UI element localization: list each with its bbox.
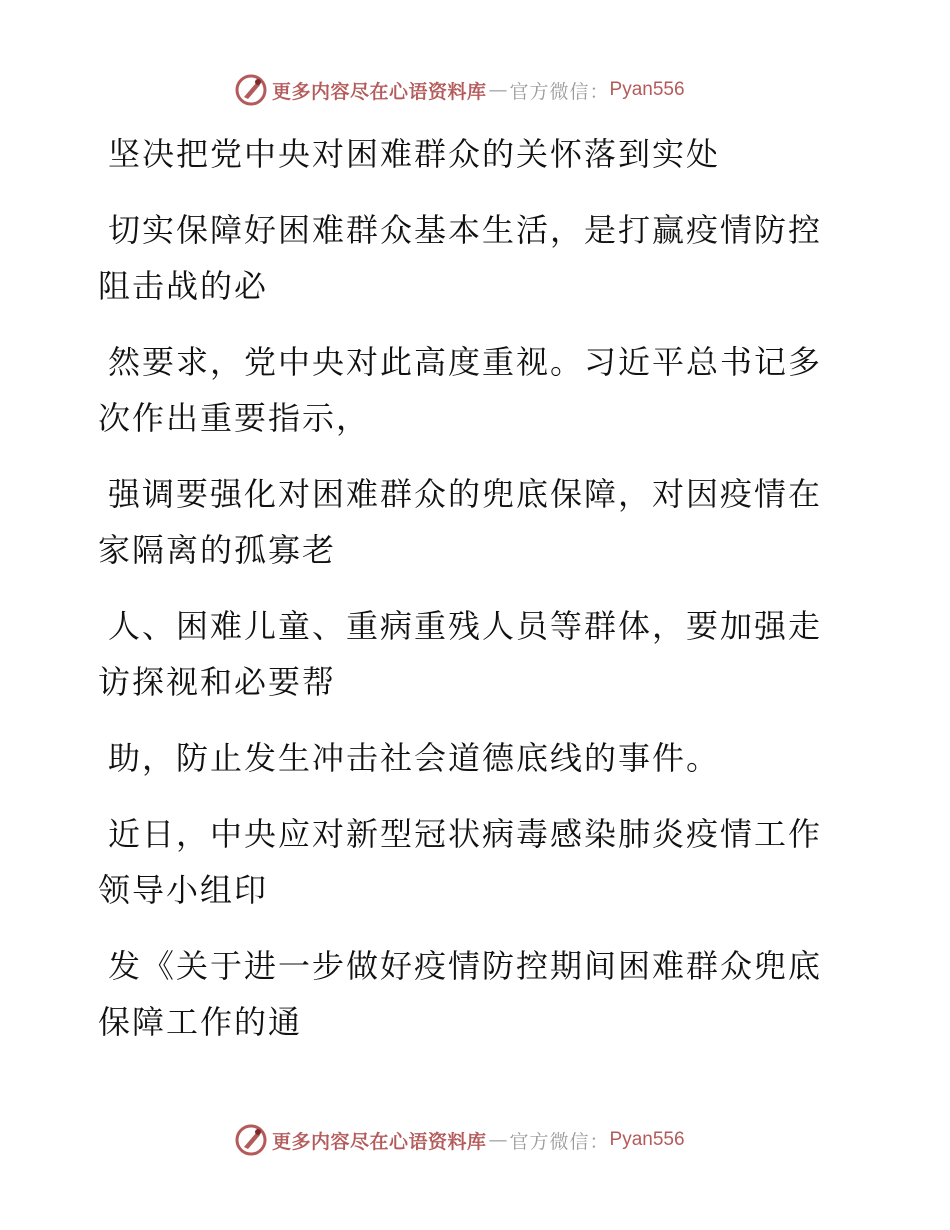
paragraph-6: 助，防止发生冲击社会道德底线的事件。 <box>108 739 721 777</box>
seal-logo-icon <box>234 1123 268 1157</box>
seal-logo-icon <box>234 73 268 107</box>
document-body <box>98 126 838 1070</box>
paragraph-1: 坚决把党中央对困难群众的关怀落到实处 <box>108 135 721 173</box>
paragraph-4: 强调要强化对困难群众的兜底保障，对因疫情在家隔离的孤寡老 <box>98 475 823 569</box>
paragraph-7: 近日，中央应对新型冠状病毒感染肺炎疫情工作领导小组印 <box>98 815 823 909</box>
paragraph-2: 切实保障好困难群众基本生活，是打赢疫情防控阻击战的必 <box>98 211 823 305</box>
brand-separator: — <box>488 1129 508 1151</box>
brand-separator: — <box>488 79 508 101</box>
header-watermark <box>234 70 754 110</box>
brand-text: 更多内容尽在心语资料库 <box>272 1130 487 1153</box>
footer-watermark <box>234 1120 754 1160</box>
wechat-id: Pyan556 <box>609 1129 685 1150</box>
wechat-label: 官方微信： <box>509 1130 610 1153</box>
brand-text: 更多内容尽在心语资料库 <box>272 80 487 103</box>
paragraph-3: 然要求，党中央对此高度重视。习近平总书记多次作出重要指示， <box>98 343 823 437</box>
wechat-label: 官方微信： <box>509 80 610 103</box>
wechat-id: Pyan556 <box>609 79 685 100</box>
paragraph-5: 人、困难儿童、重病重残人员等群体，要加强走访探视和必要帮 <box>98 607 823 701</box>
paragraph-8: 发《关于进一步做好疫情防控期间困难群众兜底保障工作的通 <box>98 947 823 1041</box>
